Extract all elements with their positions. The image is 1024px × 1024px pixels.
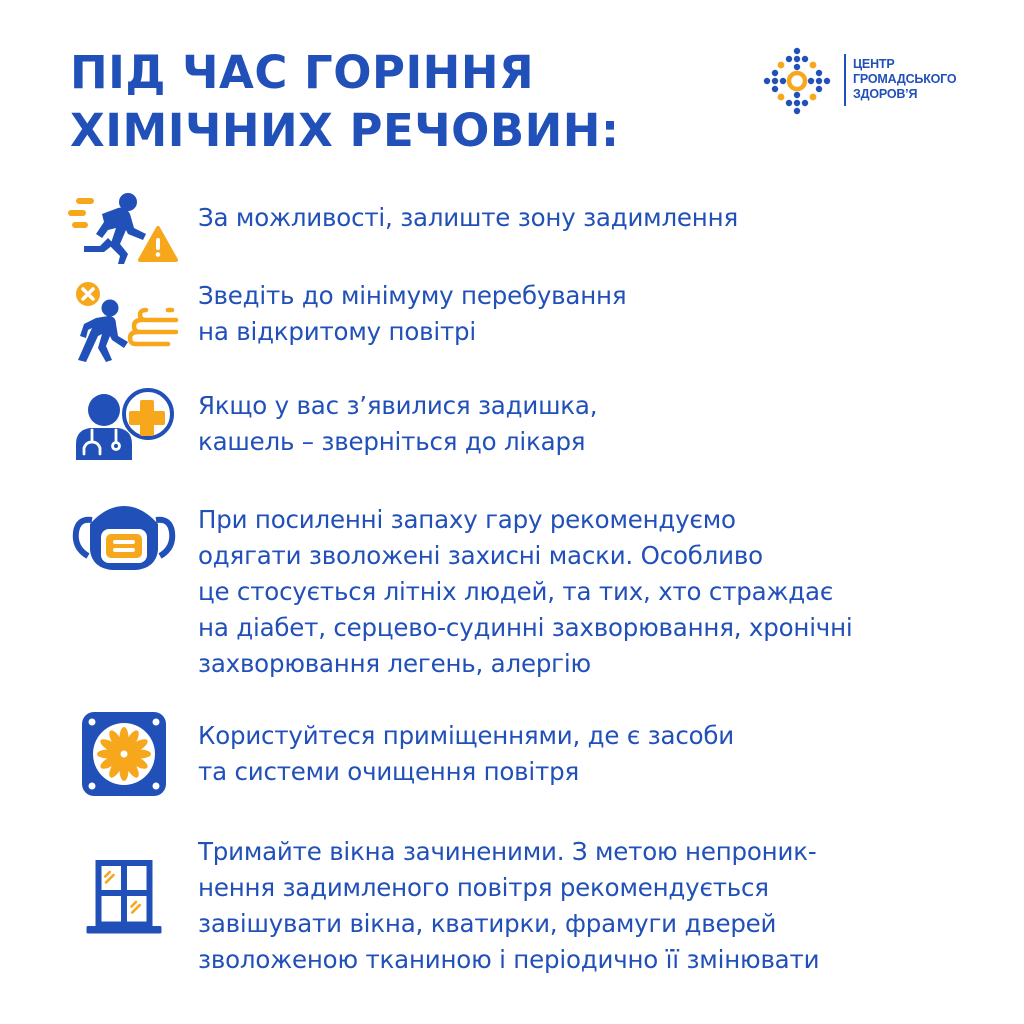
advice-line: За можливості, залиште зону задимлення <box>198 203 738 232</box>
logo-divider <box>844 54 846 106</box>
advice-line: зволоженою тканиною і періодично її змінювати <box>198 945 820 974</box>
title-line-2: ХІМІЧНИХ РЕЧОВИН: <box>70 104 620 157</box>
running-person-warning-icon <box>68 188 180 268</box>
title-line-1: ПІД ЧАС ГОРІННЯ <box>70 46 535 99</box>
advice-text <box>198 502 853 682</box>
walking-person-wind-icon <box>68 280 180 364</box>
logo-text <box>853 57 956 102</box>
advice-line: Тримайте вікна зачиненими. З метою непроник- <box>198 837 817 866</box>
air-purifier-fan-icon <box>68 712 180 796</box>
face-mask-icon <box>68 504 180 574</box>
advice-text <box>198 834 819 978</box>
advice-text <box>198 718 734 790</box>
logo-text-line-2: ГРОМАДСЬКОГО <box>853 72 957 86</box>
advice-line: Зведіть до мінімуму перебування <box>198 281 627 310</box>
advice-line: та системи очищення повітря <box>198 757 579 786</box>
advice-text <box>198 200 738 236</box>
advice-line: на відкритому повітрі <box>198 317 476 346</box>
public-health-center-logo-icon <box>762 46 832 116</box>
advice-line: на діабет, серцево-судинні захворювання, хронічні <box>198 613 853 642</box>
advice-text <box>198 388 597 460</box>
doctor-plus-icon <box>68 386 180 462</box>
logo-text-line-3: ЗДОРОВ’Я <box>853 87 918 101</box>
advice-text <box>198 278 626 350</box>
advice-line: кашель – зверніться до лікаря <box>198 427 586 456</box>
advice-line: нення задимленого повітря рекомендується <box>198 873 769 902</box>
advice-line: Користуйтеся приміщеннями, де є засоби <box>198 721 735 750</box>
advice-line: захворювання легень, алергію <box>198 649 591 678</box>
page-title <box>70 44 619 160</box>
advice-line: завішувати вікна, кватирки, фрамуги дверей <box>198 909 777 938</box>
advice-line: При посиленні запаху гару рекомендуємо <box>198 505 736 534</box>
advice-line: одягати зволожені захисні маски. Особливо <box>198 541 763 570</box>
logo-text-line-1: ЦЕНТР <box>853 57 895 71</box>
advice-line: це стосується літніх людей, та тих, хто страждає <box>198 577 834 606</box>
advice-line: Якщо у вас з’явилися задишка, <box>198 391 598 420</box>
closed-window-icon <box>68 860 180 944</box>
